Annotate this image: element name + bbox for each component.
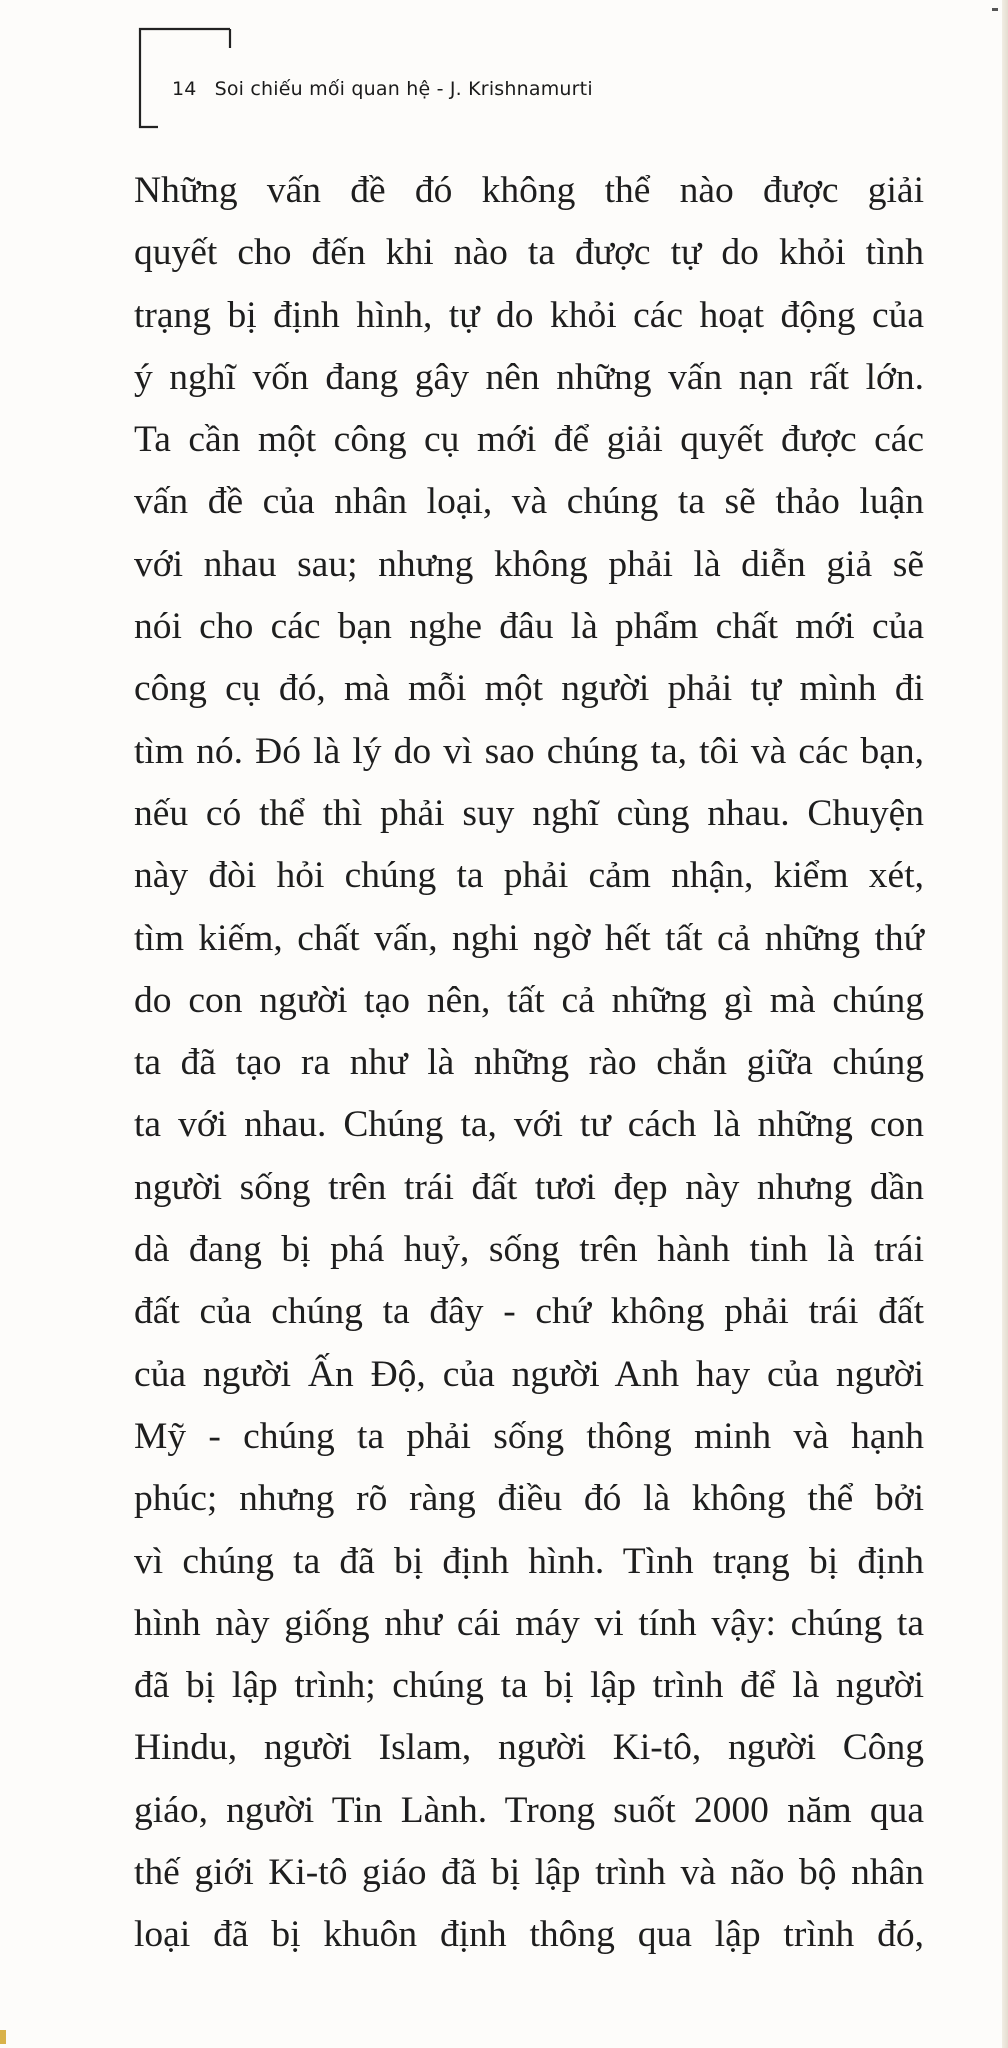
text-line: Ta cần một công cụ mới để giải quyết được các bbox=[134, 419, 924, 461]
text-line: Mỹ - chúng ta phải sống thông minh và hạnh bbox=[134, 1415, 924, 1457]
corner-mark-top bbox=[992, 8, 998, 11]
text-line: của người Ấn Độ, của người Anh hay của người bbox=[134, 1353, 924, 1395]
text-line: phúc; nhưng rõ ràng điều đó là không thể bởi bbox=[134, 1478, 924, 1520]
text-line: vấn đề của nhân loại, và chúng ta sẽ thảo luận bbox=[134, 481, 924, 523]
text-line: loại đã bị khuôn định thông qua lập trình đó, bbox=[134, 1914, 924, 1956]
text-line: giáo, người Tin Lành. Trong suốt 2000 năm qua bbox=[134, 1789, 924, 1831]
text-line: nói cho các bạn nghe đâu là phẩm chất mới của bbox=[134, 606, 924, 648]
text-line: tìm kiếm, chất vấn, nghi ngờ hết tất cả những thứ bbox=[134, 917, 924, 959]
text-line: trạng bị định hình, tự do khỏi các hoạt động của bbox=[134, 294, 924, 336]
running-title: Soi chiếu mối quan hệ - J. Krishnamurti bbox=[214, 78, 593, 100]
text-line: đất của chúng ta đây - chứ không phải trái đất bbox=[134, 1291, 924, 1333]
corner-mark-bottom bbox=[0, 2030, 6, 2044]
text-line: vì chúng ta đã bị định hình. Tình trạng bị định bbox=[134, 1540, 924, 1582]
text-line: Những vấn đề đó không thể nào được giải bbox=[134, 170, 924, 211]
text-line: ý nghĩ vốn đang gây nên những vấn nạn rất lớn. bbox=[134, 356, 924, 398]
text-line: quyết cho đến khi nào ta được tự do khỏi tình bbox=[134, 232, 924, 274]
text-line: do con người tạo nên, tất cả những gì mà chúng bbox=[134, 979, 924, 1021]
text-line: công cụ đó, mà mỗi một người phải tự mình đi bbox=[134, 668, 924, 710]
body-text bbox=[134, 160, 924, 1967]
text-line: thế giới Ki-tô giáo đã bị lập trình và não bộ nhân bbox=[134, 1852, 924, 1894]
page-edge-shadow bbox=[1002, 0, 1008, 2048]
text-line: tìm nó. Đó là lý do vì sao chúng ta, tôi và các bạn, bbox=[134, 730, 924, 772]
text-line: đã bị lập trình; chúng ta bị lập trình để là người bbox=[134, 1665, 924, 1707]
text-line: ta với nhau. Chúng ta, với tư cách là những con bbox=[134, 1104, 924, 1146]
text-line: hình này giống như cái máy vi tính vậy: chúng ta bbox=[134, 1602, 924, 1644]
text-line: người sống trên trái đất tươi đẹp này nhưng dần bbox=[134, 1166, 924, 1208]
text-line: dà đang bị phá huỷ, sống trên hành tinh là trái bbox=[134, 1229, 924, 1271]
text-line: nếu có thể thì phải suy nghĩ cùng nhau. Chuyện bbox=[134, 792, 924, 834]
running-header bbox=[172, 78, 593, 100]
text-line: với nhau sau; nhưng không phải là diễn giả sẽ bbox=[134, 543, 924, 585]
page-number: 14 bbox=[172, 78, 197, 100]
text-line: này đòi hỏi chúng ta phải cảm nhận, kiểm xét, bbox=[134, 855, 924, 897]
text-line: ta đã tạo ra như là những rào chắn giữa chúng bbox=[134, 1042, 924, 1084]
text-line: Hindu, người Islam, người Ki-tô, người Công bbox=[134, 1727, 924, 1769]
